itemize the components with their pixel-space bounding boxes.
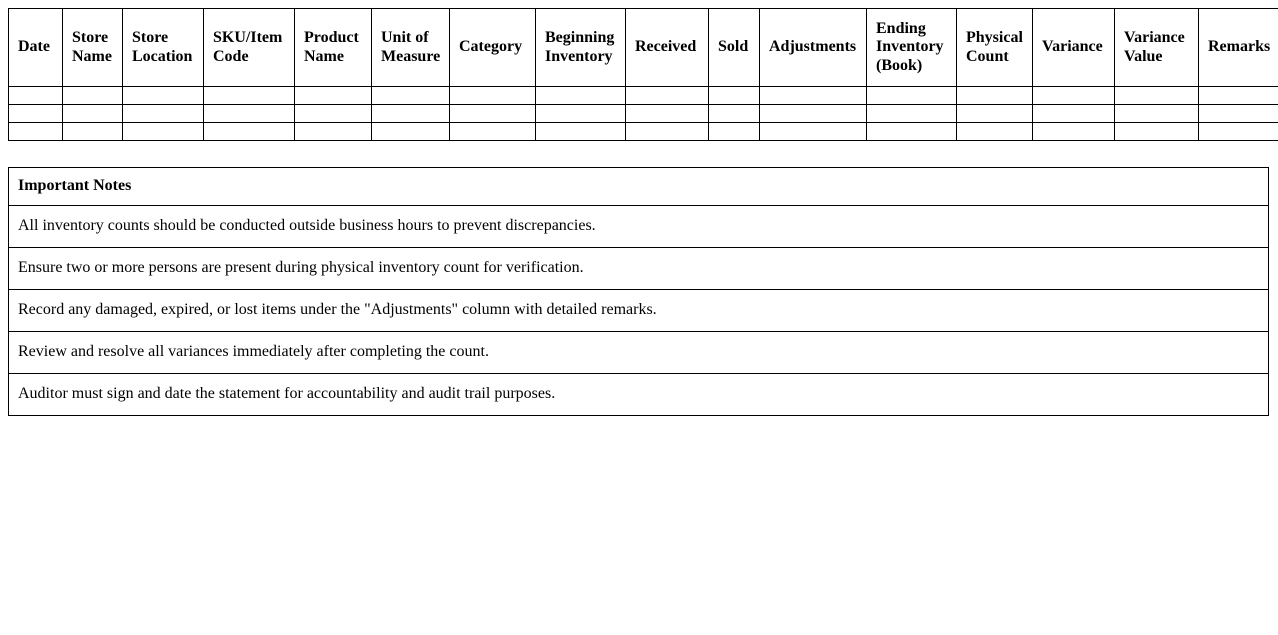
- empty-cell: [709, 123, 760, 141]
- header-row: [9, 9, 1278, 87]
- empty-cell: [204, 105, 295, 123]
- empty-cell: [957, 87, 1033, 105]
- col-header-variance-value: Variance Value: [1115, 9, 1199, 87]
- empty-cell: [760, 87, 867, 105]
- note-row: [9, 290, 1269, 332]
- note-text: Record any damaged, expired, or lost items under the "Adjustments" column with detailed remarks.: [9, 290, 1269, 332]
- empty-cell: [867, 105, 957, 123]
- empty-cell: [9, 123, 63, 141]
- empty-cell: [1115, 105, 1199, 123]
- note-row: [9, 248, 1269, 290]
- empty-cell: [372, 87, 450, 105]
- table-row: [9, 87, 1278, 105]
- empty-cell: [626, 87, 709, 105]
- empty-cell: [450, 123, 536, 141]
- col-header-physical-count: Physical Count: [957, 9, 1033, 87]
- empty-cell: [626, 123, 709, 141]
- col-header-category: Category: [450, 9, 536, 87]
- col-header-sku-item-code: SKU/Item Code: [204, 9, 295, 87]
- empty-cell: [536, 123, 626, 141]
- empty-cell: [295, 123, 372, 141]
- empty-cell: [957, 123, 1033, 141]
- empty-cell: [1199, 105, 1278, 123]
- empty-cell: [1033, 123, 1115, 141]
- col-header-adjustments: Adjustments: [760, 9, 867, 87]
- col-header-product-name: Product Name: [295, 9, 372, 87]
- empty-cell: [450, 87, 536, 105]
- empty-cell: [372, 105, 450, 123]
- empty-cell: [1033, 87, 1115, 105]
- empty-cell: [867, 123, 957, 141]
- note-row: [9, 332, 1269, 374]
- col-header-ending-inventory-book: Ending Inventory (Book): [867, 9, 957, 87]
- note-row: [9, 374, 1269, 416]
- empty-cell: [760, 105, 867, 123]
- empty-cell: [63, 123, 123, 141]
- empty-cell: [1115, 123, 1199, 141]
- empty-cell: [204, 123, 295, 141]
- empty-cell: [536, 105, 626, 123]
- empty-cell: [204, 87, 295, 105]
- empty-cell: [1199, 87, 1278, 105]
- empty-cell: [1033, 105, 1115, 123]
- note-text: Ensure two or more persons are present during physical inventory count for verification.: [9, 248, 1269, 290]
- col-header-received: Received: [626, 9, 709, 87]
- important-notes-table: [8, 167, 1269, 416]
- empty-cell: [295, 105, 372, 123]
- note-text: All inventory counts should be conducted outside business hours to prevent discrepancies.: [9, 206, 1269, 248]
- inventory-empty-rows: [9, 87, 1278, 141]
- empty-cell: [123, 105, 204, 123]
- empty-cell: [63, 105, 123, 123]
- notes-title: Important Notes: [9, 168, 1269, 206]
- empty-cell: [760, 123, 867, 141]
- empty-cell: [536, 87, 626, 105]
- note-text: Auditor must sign and date the statement for accountability and audit trail purposes.: [9, 374, 1269, 416]
- empty-cell: [867, 87, 957, 105]
- note-text: Review and resolve all variances immediately after completing the count.: [9, 332, 1269, 374]
- empty-cell: [9, 87, 63, 105]
- col-header-variance: Variance: [1033, 9, 1115, 87]
- col-header-store-location: Store Location: [123, 9, 204, 87]
- col-header-beginning-inventory: Beginning Inventory: [536, 9, 626, 87]
- empty-cell: [295, 87, 372, 105]
- empty-cell: [957, 105, 1033, 123]
- table-row: [9, 123, 1278, 141]
- note-row: [9, 206, 1269, 248]
- col-header-date: Date: [9, 9, 63, 87]
- empty-cell: [626, 105, 709, 123]
- empty-cell: [123, 87, 204, 105]
- col-header-sold: Sold: [709, 9, 760, 87]
- empty-cell: [9, 105, 63, 123]
- empty-cell: [63, 87, 123, 105]
- table-row: [9, 105, 1278, 123]
- notes-header-row: [9, 168, 1269, 206]
- empty-cell: [123, 123, 204, 141]
- empty-cell: [1115, 87, 1199, 105]
- empty-cell: [709, 87, 760, 105]
- col-header-remarks: Remarks: [1199, 9, 1278, 87]
- col-header-store-name: Store Name: [63, 9, 123, 87]
- empty-cell: [450, 105, 536, 123]
- empty-cell: [372, 123, 450, 141]
- empty-cell: [709, 105, 760, 123]
- empty-cell: [1199, 123, 1278, 141]
- inventory-count-table: [8, 8, 1278, 141]
- col-header-unit-of-measure: Unit of Measure: [372, 9, 450, 87]
